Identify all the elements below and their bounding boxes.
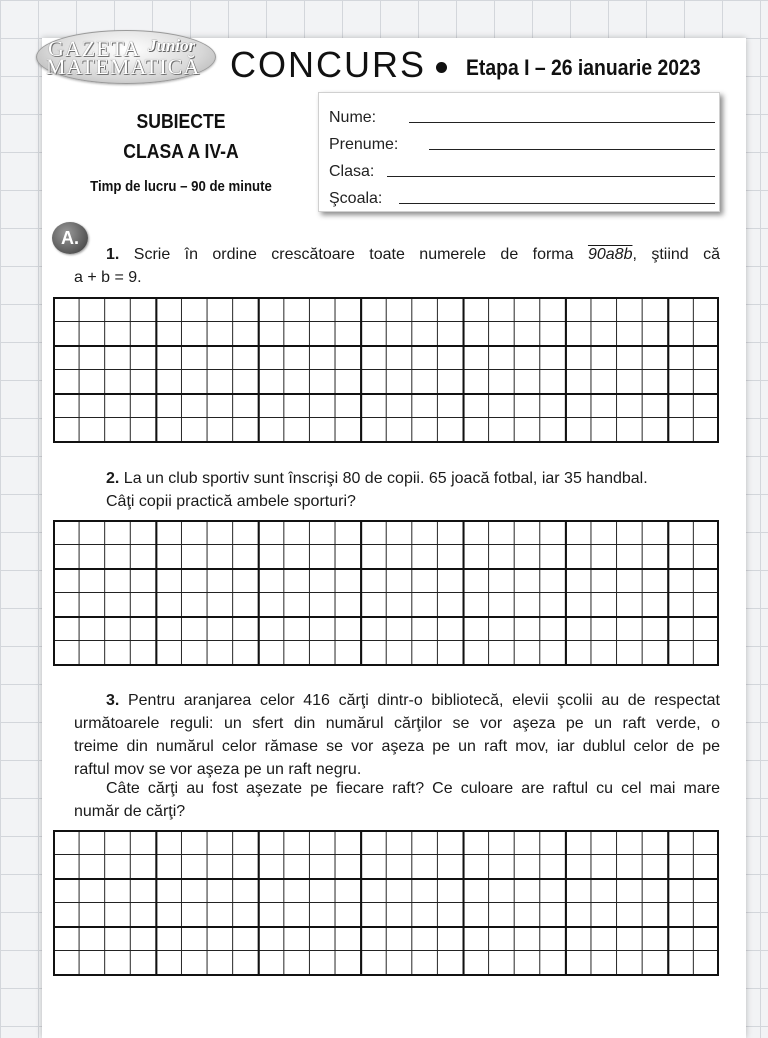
time-limit: Timp de lucru – 90 de minute <box>90 178 272 195</box>
problem-3-line3: treime din numărul celor rămase se vor aşeza pe un raft mov, iar dublul celor de pe <box>74 738 720 755</box>
problem-3-number: 3. <box>106 692 120 709</box>
problem-2-text: La un club sportiv sunt înscrişi 80 de copii. 65 joacă fotbal, iar 35 handbal. <box>123 470 648 487</box>
problem-1-line1 <box>106 243 720 266</box>
class-heading: CLASA A IV-A <box>123 141 239 163</box>
student-info-box <box>318 92 720 212</box>
answer-grid-3[interactable] <box>53 830 719 976</box>
problem-3-line4: raftul mov se vor aşeza pe un raft negru. <box>74 761 362 778</box>
problem-3-line2: următoarele reguli: un sfert din numărul cărţilor se vor aşeza pe un raft verde, o <box>74 715 720 732</box>
page-title: CONCURS <box>230 44 427 85</box>
problem-1-number: 1. <box>106 246 120 263</box>
school-label: Şcoala: <box>329 190 383 207</box>
problem-3-line1 <box>106 689 720 712</box>
class-label: Clasa: <box>329 163 375 180</box>
problem-2-line1 <box>106 467 720 490</box>
name-label: Nume: <box>329 109 377 126</box>
problem-1-text: Scrie în ordine crescătoare toate numerele de forma <box>133 246 574 263</box>
surname-label: Prenume: <box>329 136 399 153</box>
problem-3-line6: număr de cărţi? <box>74 803 186 820</box>
problem-3-line5: Câte cărţi au fost aşezate pe fiecare raft? Ce culoare are raftul cu cel mai mare <box>106 780 720 797</box>
problem-2-number: 2. <box>106 470 120 487</box>
surname-row <box>329 130 715 154</box>
logo-text-matematica: MATEMATICĂ <box>46 54 201 79</box>
surname-field[interactable] <box>429 149 715 150</box>
logo-text-junior: Junior <box>148 36 196 55</box>
bullet-dot-icon <box>436 62 447 73</box>
problem-2-line2: Câţi copii practică ambele sporturi? <box>106 493 356 510</box>
name-row <box>329 103 715 127</box>
stage-date: Etapa I – 26 ianuarie 2023 <box>466 55 701 80</box>
answer-grid-2[interactable] <box>53 520 719 666</box>
logo-text-gazeta: GAZETA <box>48 36 141 61</box>
class-field[interactable] <box>387 176 715 177</box>
problem-3-text: Pentru aranjarea celor 416 cărţi dintr-o bibliotecă, elevii şcolii au de respectat <box>127 692 720 709</box>
section-a-badge: A. <box>52 222 88 254</box>
school-field[interactable] <box>399 203 715 204</box>
school-row <box>329 184 715 208</box>
problem-1-line2: a + b = 9. <box>74 269 142 286</box>
class-row <box>329 157 715 181</box>
subject-heading: SUBIECTE <box>136 111 226 133</box>
name-field[interactable] <box>409 122 715 123</box>
problem-1-text-end: , ştiind că <box>632 246 720 263</box>
answer-grid-1[interactable] <box>53 297 719 443</box>
problem-1-number-form: 90a8b <box>587 246 633 263</box>
